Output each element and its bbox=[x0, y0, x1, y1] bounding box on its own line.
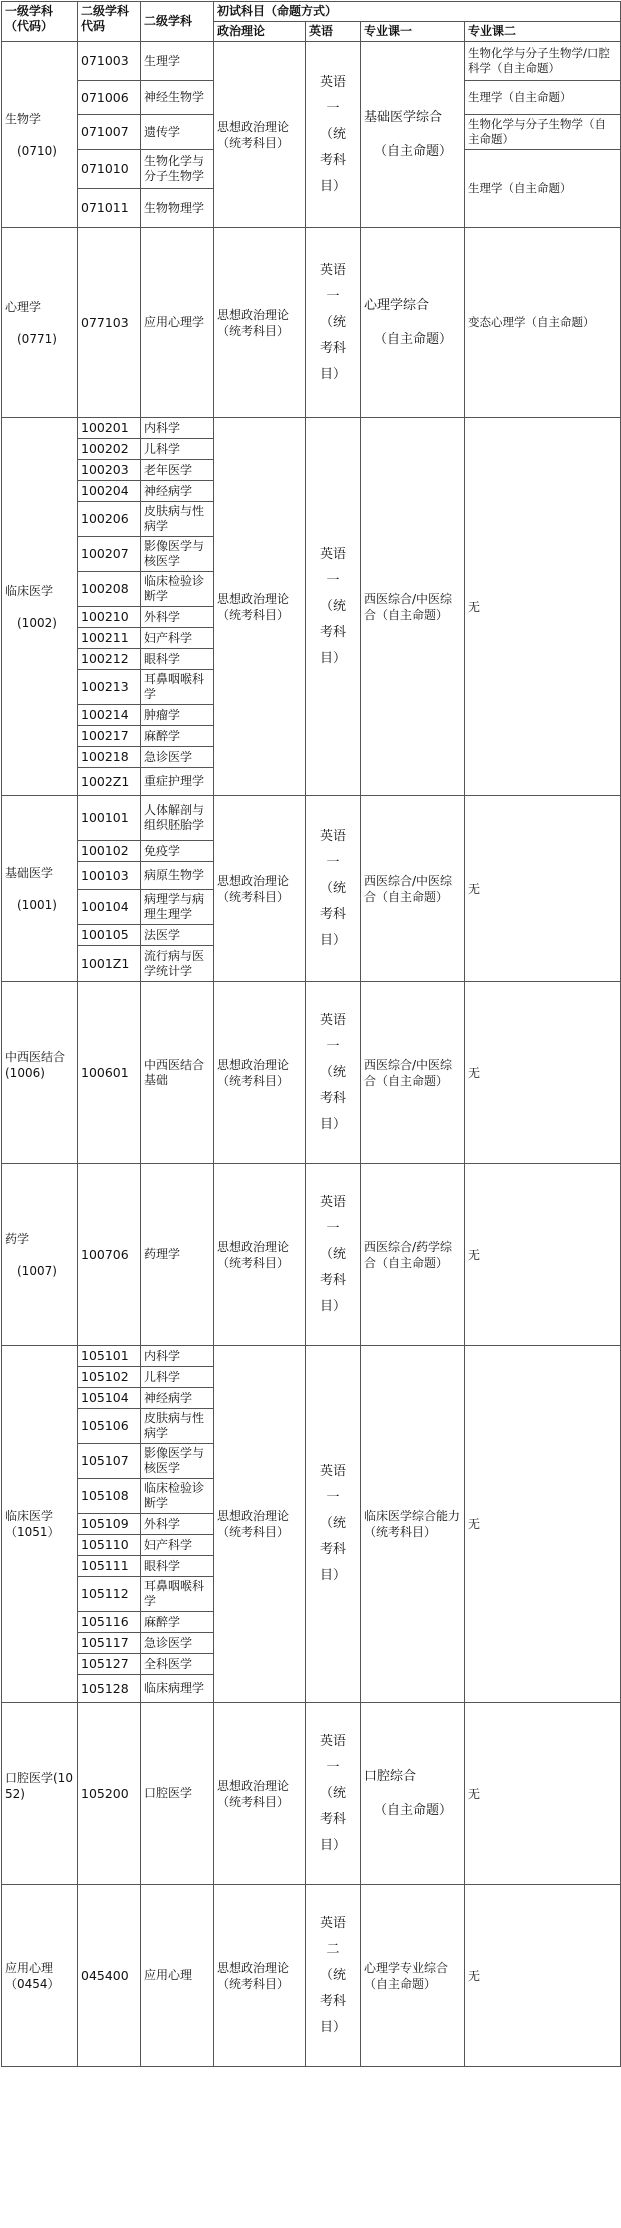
header-spec2: 专业课二 bbox=[465, 22, 621, 42]
level2-name: 耳鼻咽喉科学 bbox=[141, 1577, 214, 1612]
level2-name: 内科学 bbox=[141, 1346, 214, 1367]
level2-code: 105108 bbox=[78, 1479, 141, 1514]
level2-name: 临床检验诊断学 bbox=[141, 572, 214, 607]
level2-code: 100201 bbox=[78, 418, 141, 439]
level2-name: 眼科学 bbox=[141, 1556, 214, 1577]
level1-code: (0710) bbox=[17, 143, 57, 158]
specialty-subject-1 bbox=[361, 1346, 465, 1703]
level1-code: (1007) bbox=[17, 1263, 57, 1278]
english-subject-line: （统 bbox=[319, 314, 346, 330]
level2-code: 105127 bbox=[78, 1654, 141, 1675]
specialty-subject-1 bbox=[361, 42, 465, 228]
table-row bbox=[2, 418, 621, 439]
english-subject-line: 目） bbox=[319, 1298, 346, 1314]
level2-code: 105109 bbox=[78, 1514, 141, 1535]
english-subject-line: 一 bbox=[326, 1038, 340, 1054]
specialty-subject-2-none: 无 bbox=[465, 1164, 621, 1346]
level1-name: 中西医结合(1006) bbox=[5, 1049, 66, 1080]
level2-name: 应用心理 bbox=[141, 1885, 214, 2067]
header-level1: 一级学科（代码） bbox=[2, 2, 78, 42]
english-subject-line: 英语 bbox=[319, 1194, 346, 1210]
english-subject-line: 目） bbox=[319, 178, 346, 194]
english-subject-line: 考科 bbox=[319, 1090, 346, 1106]
level2-name: 麻醉学 bbox=[141, 1612, 214, 1633]
specialty-subject-1-line: 口腔综合 bbox=[364, 1768, 417, 1784]
specialty-subject-1-line: 临床医学综合能力（统考科目） bbox=[364, 1509, 461, 1539]
specialty-subject-1-line: （自主命题） bbox=[374, 1802, 453, 1818]
english-subject bbox=[306, 1885, 361, 2067]
level2-code: 105110 bbox=[78, 1535, 141, 1556]
level2-name: 生物化学与分子生物学 bbox=[141, 150, 214, 189]
specialty-subject-2: 生理学（自主命题） bbox=[465, 150, 621, 228]
level2-code: 100102 bbox=[78, 841, 141, 862]
specialty-subject-2-none: 无 bbox=[465, 982, 621, 1164]
level2-code: 105128 bbox=[78, 1675, 141, 1703]
level1-code: (1002) bbox=[17, 615, 57, 630]
level1-code: （1051） bbox=[5, 1525, 60, 1539]
english-subject-line: 英语 bbox=[319, 1733, 346, 1749]
level2-name: 全科医学 bbox=[141, 1654, 214, 1675]
level1-discipline bbox=[2, 1346, 78, 1703]
level2-name: 耳鼻咽喉科学 bbox=[141, 670, 214, 705]
level2-name: 内科学 bbox=[141, 418, 214, 439]
level2-code: 100202 bbox=[78, 439, 141, 460]
specialty-subject-1-line: 心理学专业综合（自主命题） bbox=[364, 1960, 449, 1991]
english-subject-line: 英语 bbox=[319, 1012, 346, 1028]
specialty-subject-1-line: （自主命题） bbox=[374, 331, 453, 347]
english-subject-line: 一 bbox=[326, 1490, 340, 1505]
level2-code: 071010 bbox=[78, 150, 141, 189]
level2-name: 神经生物学 bbox=[141, 81, 214, 115]
level2-name: 眼科学 bbox=[141, 649, 214, 670]
specialty-subject-1 bbox=[361, 228, 465, 418]
level2-name: 中西医结合基础 bbox=[141, 982, 214, 1164]
english-subject-line: （统 bbox=[319, 880, 346, 896]
english-subject-line: 考科 bbox=[319, 1272, 346, 1288]
level2-code: 100206 bbox=[78, 502, 141, 537]
specialty-subject-2-none: 无 bbox=[465, 1885, 621, 2067]
level2-name: 外科学 bbox=[141, 607, 214, 628]
header-spec1: 专业课一 bbox=[361, 22, 465, 42]
english-subject-line: （统 bbox=[319, 1785, 346, 1801]
level2-name: 药理学 bbox=[141, 1164, 214, 1346]
level2-name: 影像医学与核医学 bbox=[141, 537, 214, 572]
english-subject-line: 考科 bbox=[319, 906, 346, 922]
english-subject bbox=[306, 796, 361, 982]
english-subject-line: 一 bbox=[326, 854, 340, 870]
english-subject-line: 考科 bbox=[319, 1811, 346, 1827]
table-row bbox=[2, 1885, 621, 2067]
level2-code: 105111 bbox=[78, 1556, 141, 1577]
specialty-subject-2: 生物化学与分子生物学/口腔科学（自主命题） bbox=[465, 42, 621, 81]
english-subject-line: 一 bbox=[326, 572, 340, 588]
level1-code: (1001) bbox=[17, 897, 57, 912]
level1-discipline bbox=[2, 1164, 78, 1346]
level2-name: 麻醉学 bbox=[141, 726, 214, 747]
english-subject-line: 目） bbox=[319, 932, 346, 948]
level2-code: 105107 bbox=[78, 1444, 141, 1479]
level1-discipline bbox=[2, 1703, 78, 1885]
level2-name: 法医学 bbox=[141, 925, 214, 946]
level1-name: 临床医学 bbox=[5, 583, 54, 598]
english-subject bbox=[306, 42, 361, 228]
level1-discipline bbox=[2, 42, 78, 228]
level1-name: 心理学 bbox=[5, 299, 42, 314]
english-subject-line: 英语 bbox=[319, 74, 346, 90]
specialty-subject-1 bbox=[361, 982, 465, 1164]
english-subject-line: 目） bbox=[319, 2019, 346, 2035]
level2-name: 口腔医学 bbox=[141, 1703, 214, 1885]
level1-name: 基础医学 bbox=[5, 865, 54, 880]
english-subject bbox=[306, 1703, 361, 1885]
level2-code: 100217 bbox=[78, 726, 141, 747]
english-subject-line: 目） bbox=[319, 1116, 346, 1132]
english-subject bbox=[306, 982, 361, 1164]
level2-name: 肿瘤学 bbox=[141, 705, 214, 726]
level1-discipline bbox=[2, 418, 78, 796]
english-subject-line: 一 bbox=[326, 100, 340, 116]
level2-name: 皮肤病与性病学 bbox=[141, 502, 214, 537]
specialty-subject-1 bbox=[361, 418, 465, 796]
level2-name: 生理学 bbox=[141, 42, 214, 81]
english-subject-line: 一 bbox=[326, 1759, 340, 1775]
level2-code: 100103 bbox=[78, 862, 141, 890]
english-subject-line: 考科 bbox=[319, 152, 346, 168]
specialty-subject-1-line: 心理学综合 bbox=[364, 297, 430, 313]
level2-name: 重症护理学 bbox=[141, 768, 214, 796]
level2-code: 100213 bbox=[78, 670, 141, 705]
level2-code: 071007 bbox=[78, 115, 141, 150]
level2-code: 045400 bbox=[78, 1885, 141, 2067]
level1-discipline bbox=[2, 796, 78, 982]
level2-code: 100208 bbox=[78, 572, 141, 607]
level2-name: 免疫学 bbox=[141, 841, 214, 862]
level1-name: 应用心理 bbox=[5, 1960, 54, 1975]
level2-code: 077103 bbox=[78, 228, 141, 418]
level2-name: 临床检验诊断学 bbox=[141, 1479, 214, 1514]
level2-name: 生物物理学 bbox=[141, 189, 214, 228]
level2-code: 100210 bbox=[78, 607, 141, 628]
level2-name: 临床病理学 bbox=[141, 1675, 214, 1703]
level2-name: 病理学与病理生理学 bbox=[141, 890, 214, 925]
level2-name: 病原生物学 bbox=[141, 862, 214, 890]
level2-code: 100101 bbox=[78, 796, 141, 841]
level2-code: 100211 bbox=[78, 628, 141, 649]
english-subject-line: 英语 bbox=[319, 262, 346, 278]
specialty-subject-1 bbox=[361, 1885, 465, 2067]
specialty-subject-1-line: 西医综合/药学综合（自主命题） bbox=[364, 1239, 453, 1270]
specialty-subject-1-line: 基础医学综合 bbox=[364, 109, 443, 125]
level2-name: 急诊医学 bbox=[141, 1633, 214, 1654]
english-subject bbox=[306, 418, 361, 796]
specialty-subject-1 bbox=[361, 1703, 465, 1885]
level2-code: 105104 bbox=[78, 1388, 141, 1409]
level1-name: 口腔医学(1052) bbox=[5, 1770, 73, 1801]
level2-code: 071003 bbox=[78, 42, 141, 81]
politics-subject: 思想政治理论（统考科目） bbox=[214, 1164, 306, 1346]
header-english: 英语 bbox=[306, 22, 361, 42]
level2-code: 100204 bbox=[78, 481, 141, 502]
english-subject bbox=[306, 228, 361, 418]
english-subject-line: 英语 bbox=[319, 1915, 346, 1931]
table-row bbox=[2, 228, 621, 418]
specialty-subject-2: 变态心理学（自主命题） bbox=[465, 228, 621, 418]
specialty-subject-1-line: 西医综合/中医综合（自主命题） bbox=[364, 1057, 453, 1088]
level2-name: 遗传学 bbox=[141, 115, 214, 150]
specialty-subject-1-line: （自主命题） bbox=[374, 143, 453, 159]
level2-name: 影像医学与核医学 bbox=[141, 1444, 214, 1479]
level2-code: 100601 bbox=[78, 982, 141, 1164]
specialty-subject-2: 生物化学与分子生物学（自主命题） bbox=[465, 115, 621, 150]
english-subject-line: 目） bbox=[319, 650, 346, 666]
table-row bbox=[2, 982, 621, 1164]
politics-subject: 思想政治理论（统考科目） bbox=[214, 796, 306, 982]
politics-subject: 思想政治理论（统考科目） bbox=[214, 418, 306, 796]
level2-code: 105102 bbox=[78, 1367, 141, 1388]
exam-subjects-table bbox=[1, 1, 621, 2067]
politics-subject: 思想政治理论（统考科目） bbox=[214, 1346, 306, 1703]
english-subject-line: 目） bbox=[319, 366, 346, 382]
level2-code: 105106 bbox=[78, 1409, 141, 1444]
level2-name: 外科学 bbox=[141, 1514, 214, 1535]
english-subject-line: 一 bbox=[326, 288, 340, 304]
level2-code: 100218 bbox=[78, 747, 141, 768]
english-subject-line: （统 bbox=[319, 1064, 346, 1080]
level2-name: 妇产科学 bbox=[141, 1535, 214, 1556]
level2-code: 071006 bbox=[78, 81, 141, 115]
english-subject-line: 英语 bbox=[319, 828, 346, 844]
english-subject-line: （统 bbox=[319, 1967, 346, 1983]
header-politics: 政治理论 bbox=[214, 22, 306, 42]
english-subject-line: 考科 bbox=[319, 1993, 346, 2009]
level2-name: 神经病学 bbox=[141, 1388, 214, 1409]
english-subject-line: 英语 bbox=[319, 546, 346, 562]
level2-name: 妇产科学 bbox=[141, 628, 214, 649]
english-subject-line: （统 bbox=[319, 598, 346, 614]
level2-code: 100203 bbox=[78, 460, 141, 481]
table-row bbox=[2, 42, 621, 81]
table-row bbox=[2, 1164, 621, 1346]
level2-name: 儿科学 bbox=[141, 1367, 214, 1388]
table-row bbox=[2, 1346, 621, 1367]
level1-name: 药学 bbox=[5, 1231, 30, 1246]
politics-subject: 思想政治理论（统考科目） bbox=[214, 1885, 306, 2067]
specialty-subject-1-line: 西医综合/中医综合（自主命题） bbox=[364, 591, 453, 622]
table-row bbox=[2, 796, 621, 841]
level2-name: 急诊医学 bbox=[141, 747, 214, 768]
english-subject-line: 目） bbox=[319, 1837, 346, 1853]
level1-name: 生物学 bbox=[5, 111, 42, 126]
level2-code: 100104 bbox=[78, 890, 141, 925]
english-subject bbox=[306, 1346, 361, 1703]
level1-code: (0771) bbox=[17, 331, 57, 346]
english-subject-line: 二 bbox=[326, 1941, 340, 1957]
level2-code: 100207 bbox=[78, 537, 141, 572]
level2-code: 105116 bbox=[78, 1612, 141, 1633]
level2-code: 1002Z1 bbox=[78, 768, 141, 796]
level2-code: 105101 bbox=[78, 1346, 141, 1367]
table-row bbox=[2, 1703, 621, 1885]
specialty-subject-1-line: 西医综合/中医综合（自主命题） bbox=[364, 873, 453, 904]
level2-code: 100214 bbox=[78, 705, 141, 726]
specialty-subject-2-none: 无 bbox=[465, 1346, 621, 1703]
level1-name: 临床医学 bbox=[5, 1509, 54, 1523]
level2-code: 100212 bbox=[78, 649, 141, 670]
politics-subject: 思想政治理论（统考科目） bbox=[214, 1703, 306, 1885]
level2-code: 100105 bbox=[78, 925, 141, 946]
english-subject-line: 英语 bbox=[319, 1464, 346, 1479]
specialty-subject-1 bbox=[361, 1164, 465, 1346]
level1-discipline bbox=[2, 1885, 78, 2067]
header-level2-code: 二级学科代码 bbox=[78, 2, 141, 42]
specialty-subject-2-none: 无 bbox=[465, 1703, 621, 1885]
level2-code: 105117 bbox=[78, 1633, 141, 1654]
level2-name: 人体解剖与组织胚胎学 bbox=[141, 796, 214, 841]
english-subject-line: （统 bbox=[319, 1516, 346, 1531]
specialty-subject-2-none: 无 bbox=[465, 418, 621, 796]
level2-name: 神经病学 bbox=[141, 481, 214, 502]
politics-subject: 思想政治理论（统考科目） bbox=[214, 982, 306, 1164]
level1-code: （0454） bbox=[5, 1976, 60, 1991]
level1-discipline bbox=[2, 982, 78, 1164]
politics-subject: 思想政治理论（统考科目） bbox=[214, 228, 306, 418]
english-subject bbox=[306, 1164, 361, 1346]
level2-code: 105200 bbox=[78, 1703, 141, 1885]
level2-name: 流行病与医学统计学 bbox=[141, 946, 214, 982]
english-subject-line: （统 bbox=[319, 126, 346, 142]
english-subject-line: 考科 bbox=[319, 624, 346, 640]
level2-name: 应用心理学 bbox=[141, 228, 214, 418]
header-level2: 二级学科 bbox=[141, 2, 214, 42]
level2-name: 皮肤病与性病学 bbox=[141, 1409, 214, 1444]
english-subject-line: 考科 bbox=[319, 340, 346, 356]
level2-code: 1001Z1 bbox=[78, 946, 141, 982]
level2-code: 071011 bbox=[78, 189, 141, 228]
level2-name: 老年医学 bbox=[141, 460, 214, 481]
politics-subject: 思想政治理论（统考科目） bbox=[214, 42, 306, 228]
english-subject-line: 目） bbox=[319, 1568, 346, 1583]
english-subject-line: 考科 bbox=[319, 1542, 346, 1557]
header-exam-group: 初试科目（命题方式） bbox=[214, 2, 621, 22]
english-subject-line: （统 bbox=[319, 1246, 346, 1262]
specialty-subject-2-none: 无 bbox=[465, 796, 621, 982]
level2-code: 105112 bbox=[78, 1577, 141, 1612]
level2-name: 儿科学 bbox=[141, 439, 214, 460]
specialty-subject-1 bbox=[361, 796, 465, 982]
english-subject-line: 一 bbox=[326, 1220, 340, 1236]
level1-discipline bbox=[2, 228, 78, 418]
level2-code: 100706 bbox=[78, 1164, 141, 1346]
specialty-subject-2: 生理学（自主命题） bbox=[465, 81, 621, 115]
